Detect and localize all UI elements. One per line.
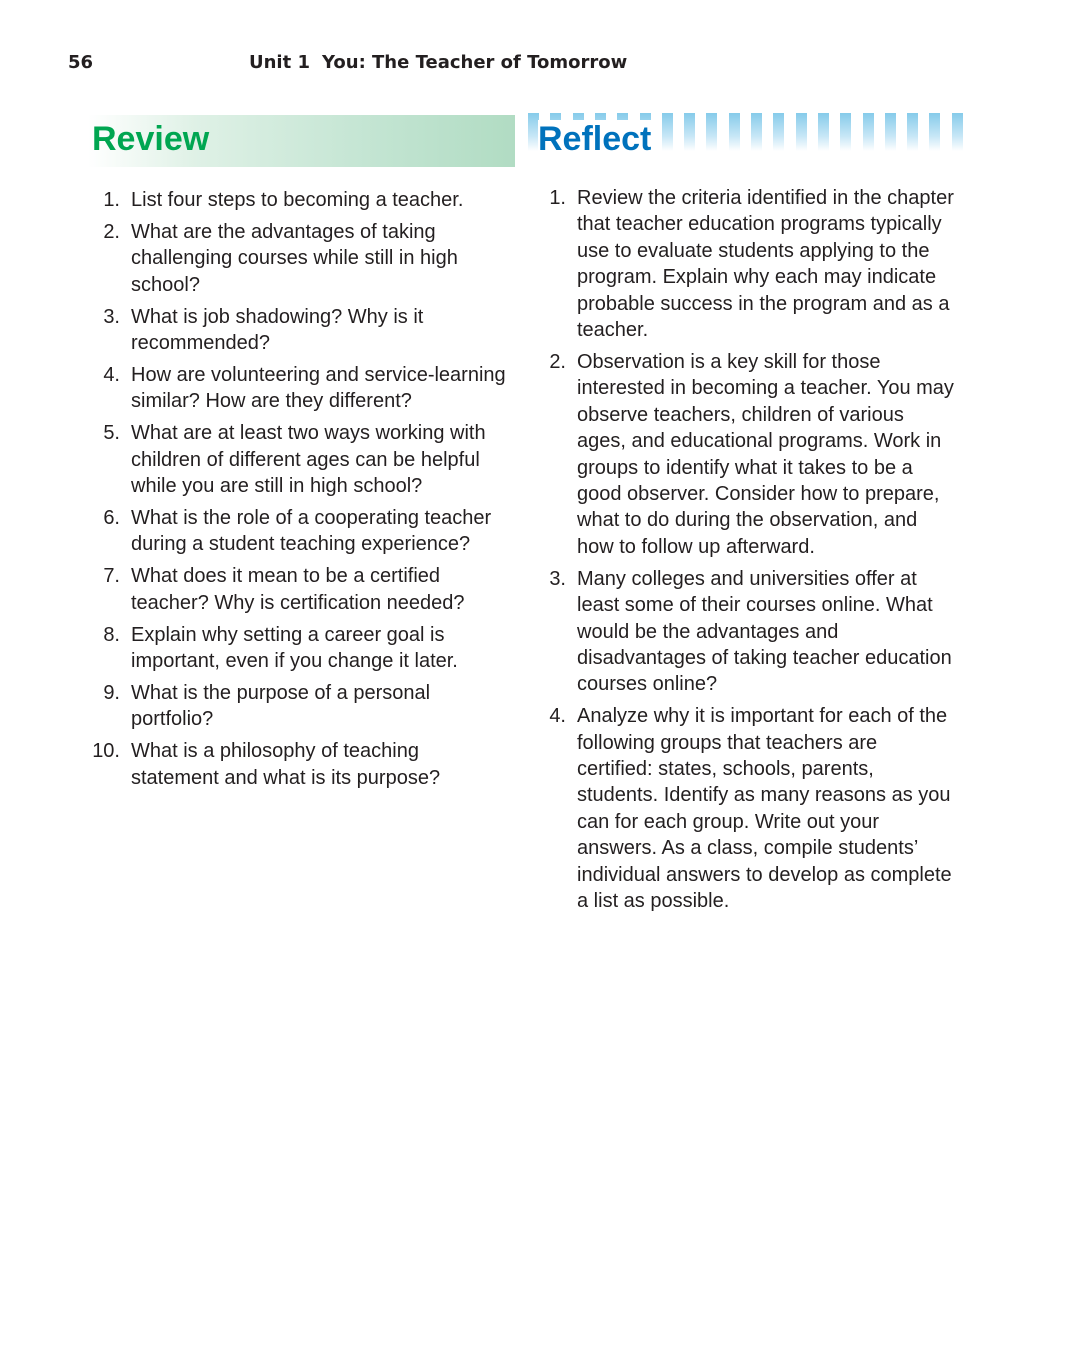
list-item bbox=[91, 219, 511, 298]
list-item bbox=[91, 505, 511, 558]
item-text: Review the criteria identified in the chapter that teacher education programs typically use to evaluate students applying to the program. Explain why each may indicate probable success in the program and as a teacher. bbox=[577, 187, 954, 342]
item-number: 1. bbox=[549, 187, 566, 209]
item-text: What are at least two ways working with children of different ages can be helpful while you are still in high school? bbox=[131, 422, 486, 498]
item-number: 7. bbox=[103, 565, 120, 588]
item-text: Many colleges and universities offer at least some of their courses online. What would be the advantages and disadvantages of taking teacher education courses online? bbox=[577, 567, 952, 696]
item-number: 6. bbox=[103, 506, 120, 529]
item-number: 3. bbox=[549, 567, 566, 590]
list-item bbox=[537, 566, 957, 698]
item-number: 4. bbox=[103, 363, 120, 386]
item-text: What is the role of a cooperating teacher during a student teaching experience? bbox=[131, 506, 492, 556]
item-number: 3. bbox=[103, 305, 120, 328]
item-text: Observation is a key skill for those interested in becoming a teacher. You may observe teachers, children of various ages, and educational programs. Work in groups to identify what it takes to be a good observer. Consider how to prepare, what to do during the observation, and how to follow up afterward. bbox=[577, 350, 954, 558]
item-number: 9. bbox=[103, 681, 120, 704]
item-number: 10. bbox=[92, 740, 120, 763]
item-text: What are the advantages of taking challenging courses while still in high school? bbox=[131, 220, 458, 296]
item-text: Analyze why it is important for each of the following groups that teachers are certified: states, schools, parents, students. Identify as many reasons as you can for each group. Write out your answers. As a class, compile students’ individual answers to develop as complete a list as possible. bbox=[577, 705, 952, 913]
stripe bbox=[840, 113, 851, 151]
item-text: List four steps to becoming a teacher. bbox=[131, 189, 464, 211]
item-text: What is the purpose of a personal portfolio? bbox=[131, 681, 431, 731]
review-question-list bbox=[91, 187, 511, 797]
item-number: 5. bbox=[103, 422, 120, 445]
list-item bbox=[91, 738, 511, 791]
list-item bbox=[537, 185, 957, 343]
item-text: What is a philosophy of teaching statement and what is its purpose? bbox=[131, 740, 441, 789]
list-item bbox=[537, 349, 957, 560]
list-item bbox=[537, 703, 957, 914]
reflect-question-list bbox=[537, 185, 957, 920]
reflect-heading: Reflect bbox=[538, 120, 655, 159]
page-number: 56 bbox=[68, 52, 94, 73]
stripe bbox=[751, 113, 762, 151]
stripe bbox=[773, 113, 784, 151]
stripe bbox=[796, 113, 807, 151]
stripe bbox=[885, 113, 896, 151]
item-number: 8. bbox=[103, 623, 120, 646]
unit-title: You: The Teacher of Tomorrow bbox=[322, 52, 628, 73]
unit-label: Unit 1 bbox=[249, 52, 310, 73]
stripe bbox=[863, 113, 874, 151]
running-header bbox=[249, 52, 627, 73]
list-item bbox=[91, 622, 511, 675]
stripe bbox=[684, 113, 695, 151]
item-number: 2. bbox=[103, 220, 120, 243]
list-item bbox=[91, 362, 511, 415]
list-item bbox=[91, 420, 511, 499]
list-item bbox=[91, 563, 511, 616]
list-item bbox=[91, 680, 511, 733]
item-number: 2. bbox=[549, 350, 566, 373]
item-text: What is job shadowing? Why is it recommended? bbox=[131, 305, 424, 355]
stripe bbox=[818, 113, 829, 151]
item-text: What does it mean to be a certified teacher? Why is certification needed? bbox=[131, 565, 465, 614]
stripe bbox=[952, 113, 963, 151]
item-text: Explain why setting a career goal is important, even if you change it later. bbox=[131, 623, 458, 672]
stripe bbox=[907, 113, 918, 151]
review-heading: Review bbox=[92, 120, 210, 158]
stripe bbox=[662, 113, 673, 151]
list-item bbox=[91, 187, 511, 213]
item-text: How are volunteering and service-learning similar? How are they different? bbox=[131, 363, 506, 413]
stripe bbox=[929, 113, 940, 151]
item-number: 4. bbox=[549, 705, 566, 728]
stripe bbox=[729, 113, 740, 151]
stripe bbox=[706, 113, 717, 151]
list-item bbox=[91, 304, 511, 357]
item-number: 1. bbox=[103, 189, 120, 211]
